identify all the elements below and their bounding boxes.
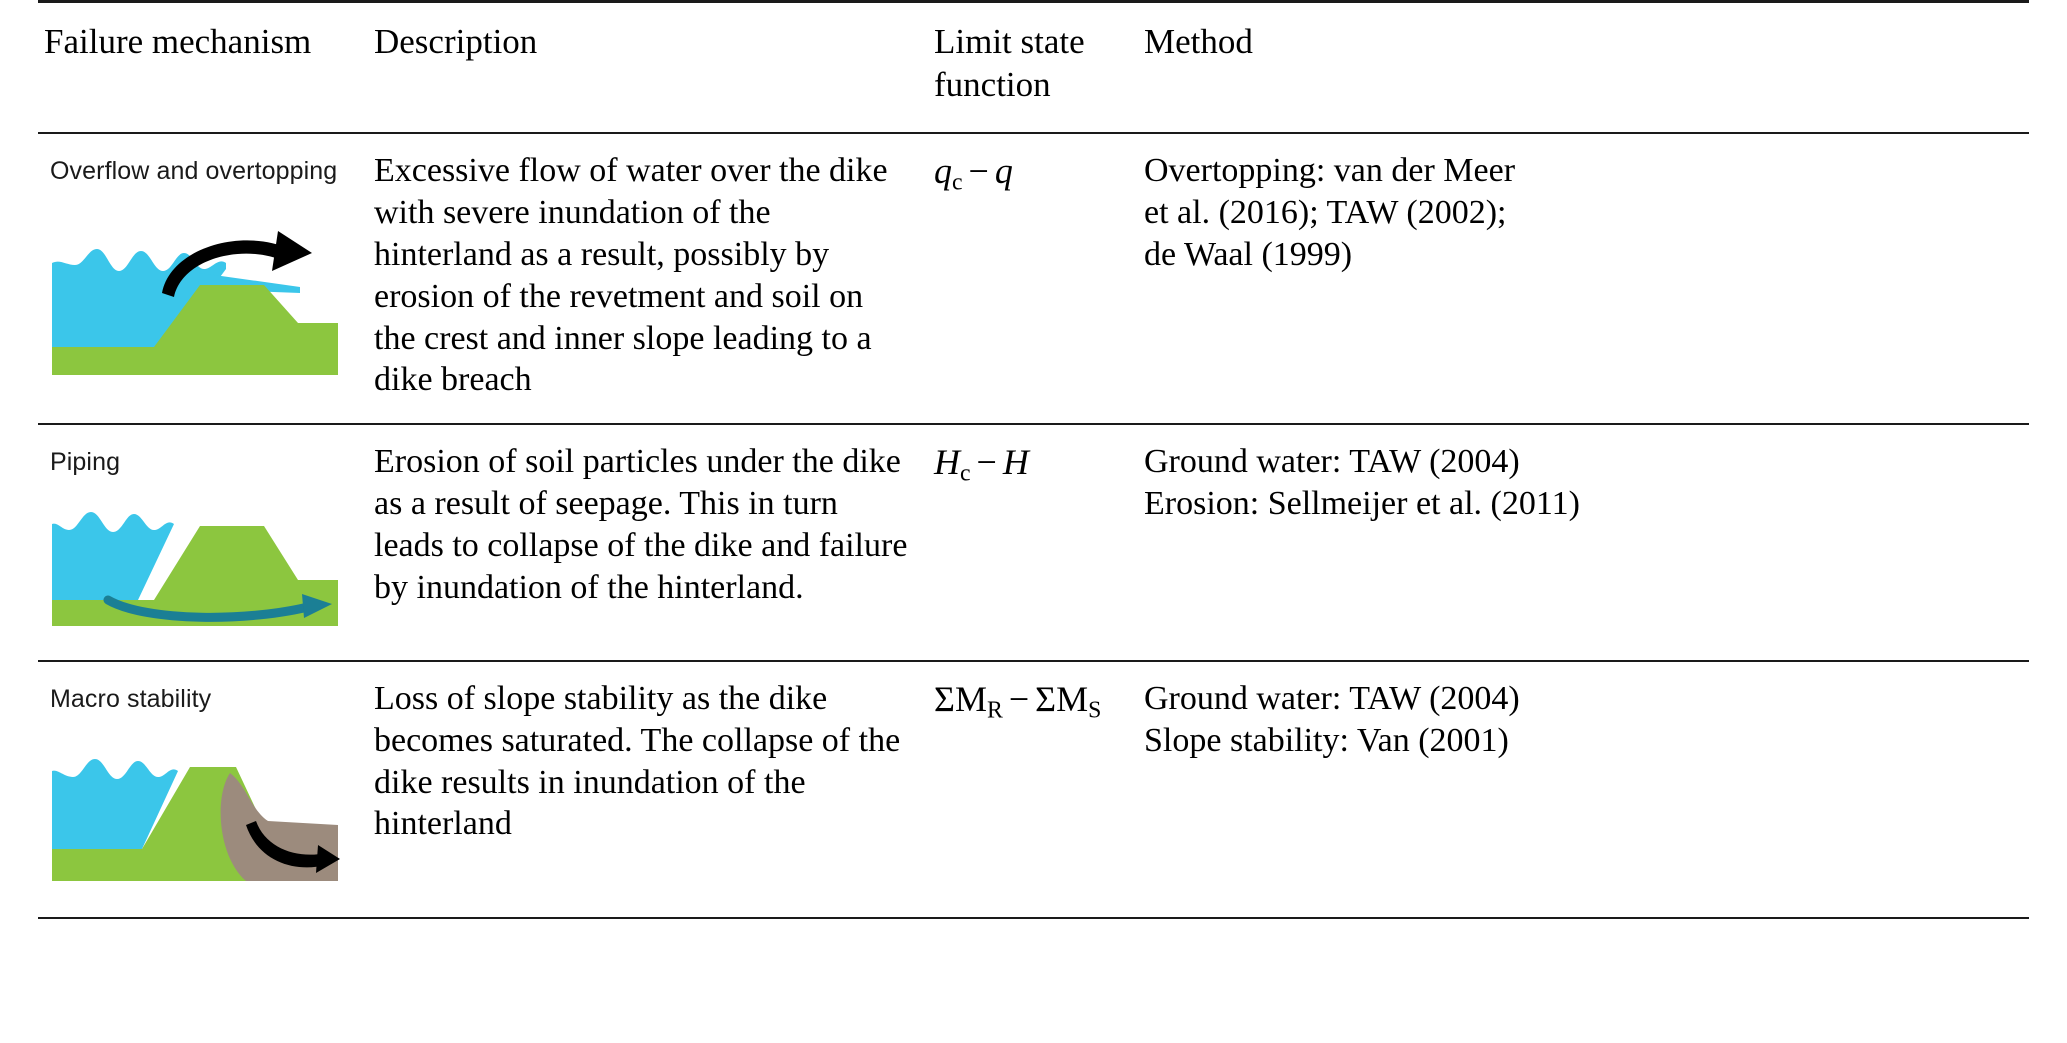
description-text: Loss of slope stability as the dike becomes saturated. The collapse of the dike results in inundation of the hinterland	[374, 680, 901, 843]
cell-method-overflow	[1138, 134, 2029, 423]
cell-limit-state-piping	[928, 425, 1138, 660]
cell-method-macro-stability	[1138, 662, 2029, 917]
failure-mechanism-table	[38, 0, 2029, 919]
lsf-rhs-symbol: q	[994, 151, 1013, 192]
method-line: Overtopping: van der Meer	[1144, 152, 1516, 190]
method-line: Ground water: TAW (2004)	[1144, 443, 1520, 481]
column-header-failure-mechanism-label: Failure mechanism	[44, 22, 312, 61]
mechanism-label-piping: Piping	[50, 448, 121, 477]
lsf-lhs-subscript: c	[960, 460, 971, 487]
table-header-row	[38, 3, 2029, 132]
mechanism-label-macro-stability: Macro stability	[50, 685, 212, 713]
table-bottom-rule	[38, 917, 2029, 919]
cell-description-overflow	[368, 134, 928, 423]
dike-piping-diagram	[50, 488, 358, 638]
method-line: de Waal (1999)	[1144, 236, 1353, 273]
column-header-limit-state-line2: function	[934, 64, 1051, 104]
column-header-limit-state-function	[928, 3, 1138, 132]
lsf-lhs-subscript: c	[952, 170, 963, 197]
limit-state-function-overflow	[934, 151, 1013, 197]
cell-limit-state-macro-stability	[928, 662, 1138, 917]
description-text: Erosion of soil particles under the dike as a result of seepage. This in turn leads to collapse of the dike and failure by inundation of the hinterland.	[374, 443, 908, 606]
cell-mechanism-overflow	[38, 134, 368, 423]
table-row	[38, 134, 2029, 423]
column-header-method	[1138, 3, 2029, 132]
water-shape-icon	[52, 512, 174, 600]
dike-overflow-diagram	[50, 197, 358, 387]
method-line: Ground water: TAW (2004)	[1144, 680, 1520, 717]
dike-macro-stability-diagram	[50, 725, 358, 895]
lsf-operator: −	[976, 442, 997, 483]
column-header-failure-mechanism	[38, 3, 368, 132]
cell-description-piping	[368, 425, 928, 660]
lsf-lhs-symbol: ΣM	[934, 679, 987, 719]
method-line: et al. (2016); TAW (2002);	[1144, 194, 1507, 232]
method-line: Erosion: Sellmeijer et al. (2011)	[1144, 485, 1580, 523]
bottom-rule-line	[38, 917, 2029, 919]
table-row	[38, 425, 2029, 660]
lsf-operator: −	[1008, 679, 1030, 719]
dike-overflow-svg	[50, 197, 340, 387]
column-header-description	[368, 3, 928, 132]
limit-state-function-macro-stability	[934, 679, 1102, 724]
lsf-operator: −	[968, 151, 989, 192]
table-row	[38, 662, 2029, 917]
description-text: Excessive flow of water over the dike with severe inundation of the hinterland as a result, possibly by erosion of the revetment and soil on the crest and inner slope leading to a dike breach	[374, 152, 888, 399]
column-header-limit-state-line1: Limit state	[934, 22, 1085, 61]
lsf-lhs-subscript: R	[986, 697, 1003, 724]
mechanism-label-overflow: Overflow and overtopping	[50, 157, 338, 186]
lsf-rhs-symbol: ΣM	[1035, 679, 1089, 719]
cell-description-macro-stability	[368, 662, 928, 917]
dike-piping-svg	[50, 488, 340, 638]
cell-mechanism-piping	[38, 425, 368, 660]
lsf-rhs-symbol: H	[1002, 442, 1029, 483]
cell-mechanism-macro-stability	[38, 662, 368, 917]
limit-state-function-piping	[934, 442, 1029, 487]
dike-macro-stability-svg	[50, 725, 340, 895]
lsf-lhs-symbol: q	[934, 151, 952, 192]
cell-limit-state-overflow	[928, 134, 1138, 423]
lsf-rhs-subscript: S	[1088, 697, 1102, 724]
method-line: Slope stability: Van (2001)	[1144, 721, 1509, 759]
cell-method-piping	[1138, 425, 2029, 660]
lsf-lhs-symbol: H	[934, 442, 960, 483]
column-header-method-label: Method	[1144, 22, 1253, 61]
column-header-description-label: Description	[374, 22, 538, 61]
